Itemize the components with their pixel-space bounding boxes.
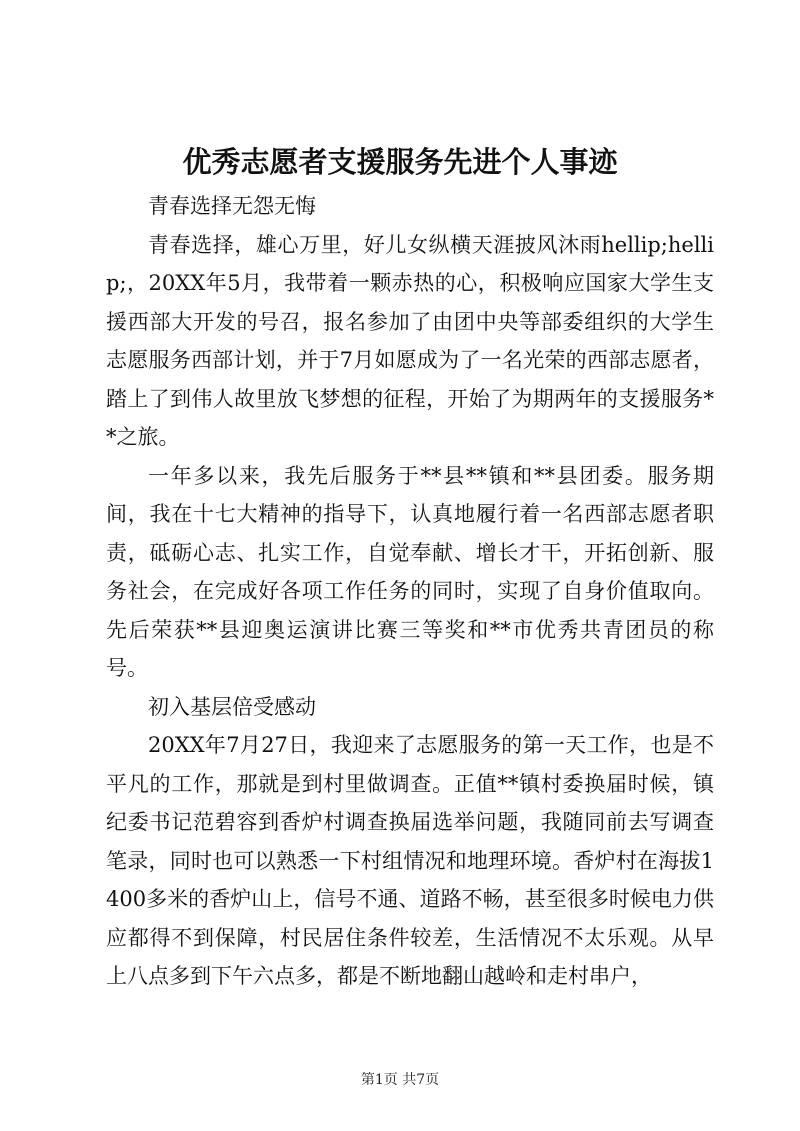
- body-paragraph: 一年多以来，我先后服务于**县**镇和**县团委。服务期间，我在十七大精神的指导下，认真地履行着一名西部志愿者职责，砥砺心志、扎实工作，自觉奉献、增长才干，开拓创新、服务社会，在完成好各项工作任务的同时，实现了自身价值取向。先后荣获**县迎奥运演讲比赛三等奖和**市优秀共青团员的称号。: [106, 463, 714, 680]
- page-footer: 第1页 共7页: [360, 1072, 440, 1088]
- document-body: [106, 187, 714, 996]
- body-paragraph: 青春选择，雄心万里，好儿女纵横天涯披风沐雨hellip;hellip;，20XX年5月，我带着一颗赤热的心，积极响应国家大学生支援西部大开发的号召，报名参加了由团中央等部委组织的大学生志愿服务西部计划，并于7月如愿成为了一名光荣的西部志愿者，踏上了到伟人故里放飞梦想的征程，开始了为期两年的支援服务**之旅。: [106, 232, 714, 449]
- section-heading: 初入基层倍受感动: [148, 694, 316, 719]
- document-title: 优秀志愿者支援服务先进个人事迹: [182, 145, 618, 179]
- body-paragraph: 20XX年7月27日，我迎来了志愿服务的第一天工作，也是不平凡的工作，那就是到村里做调查。正值**镇村委换届时候，镇纪委书记范碧容到香炉村调查换届选举问题，我随同前去写调查笔录，同时也可以熟悉一下村组情况和地理环境。香炉村在海拔1400多米的香炉山上，信号不通、道路不畅，甚至很多时候电力供应都得不到保障，村民居住条件较差，生活情况不太乐观。从早上八点多到下午六点多，都是不断地翻山越岭和走村串户，: [106, 733, 714, 988]
- section-heading: 青春选择无怨无悔: [148, 194, 316, 218]
